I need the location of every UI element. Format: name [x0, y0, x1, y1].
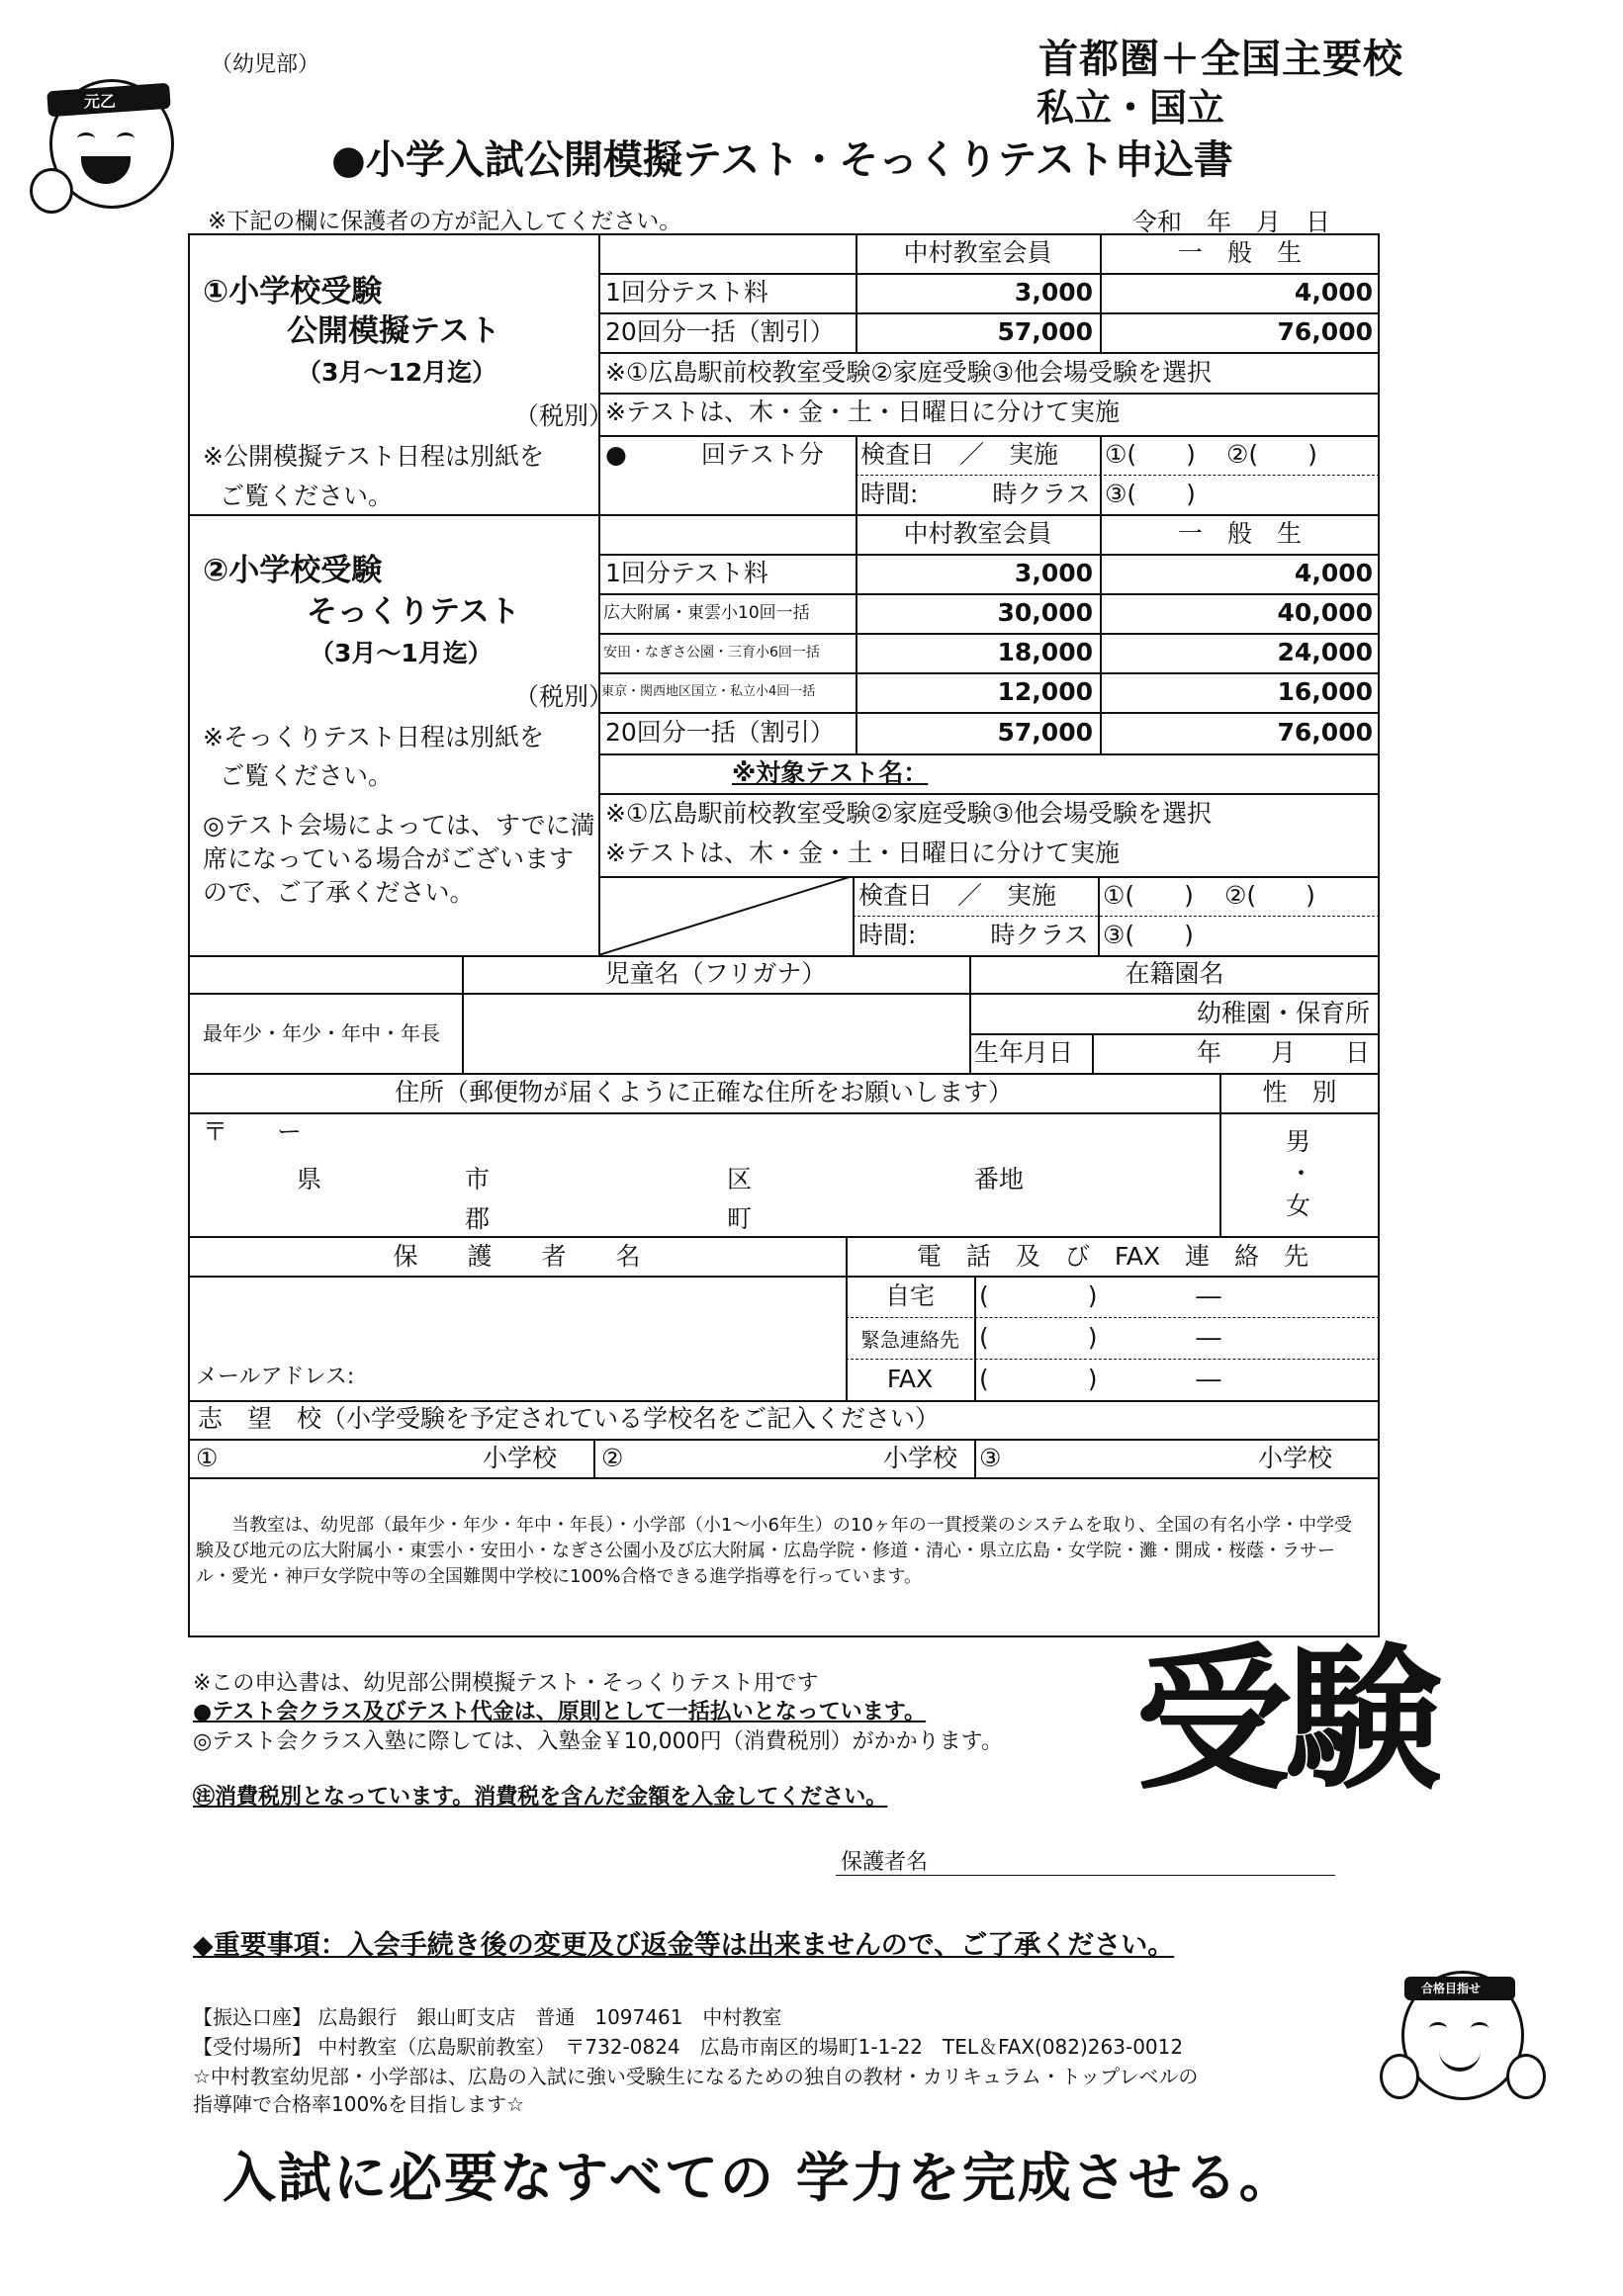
note-form-usage: ※この申込書は、幼児部公開模擬テスト・そっくりテスト用です: [193, 1671, 819, 1696]
s2-note1: ※そっくりテスト日程は別紙を: [203, 723, 544, 751]
s2-row1-label: 1回分テスト料: [605, 559, 768, 587]
guardian-sign-label: 保護者名: [841, 1850, 929, 1875]
fax-number-field[interactable]: ( ) ―: [979, 1365, 1221, 1393]
s1-row2-general: 76,000: [1277, 317, 1373, 346]
s2-row2-member: 30,000: [997, 598, 1093, 627]
s2-opt2[interactable]: ②( ): [1224, 881, 1315, 910]
s1-title1: ①小学校受験: [203, 274, 383, 309]
school-description: 当教室は、幼児部（最年少・年少・年中・年長）・小学部（小1～小6年生）の10ヶ年の一貫授業のシステムを取り、全国の有名小学・中学受験及び地元の広大附属小・東雲小・安田小・なぎさ公園小及び広大附属・広島学院・修道・清心・県立広島・女学院・灘・開成・桜蔭・ラサール・愛光・神戸女学院中等の全国難関中学校に100%合格できる進学指導を行っています。: [196, 1515, 1353, 1587]
s2-target-label[interactable]: ※対象テスト名：: [732, 758, 929, 787]
emergency-phone-field[interactable]: ( ) ―: [979, 1323, 1221, 1352]
s1-row2-member: 57,000: [997, 317, 1093, 346]
email-label[interactable]: メールアドレス:: [196, 1365, 355, 1389]
s2-time[interactable]: 時間: 時クラス: [858, 921, 1089, 949]
home-label: 自宅: [884, 1281, 935, 1310]
child-name-field[interactable]: [462, 993, 969, 1073]
postal-mark: 〒 ー: [203, 1117, 303, 1146]
contact-label: 電 話 及 び FAX 連 絡 先: [916, 1242, 1309, 1271]
birth-field[interactable]: 年 月 日: [1196, 1038, 1370, 1067]
kindergarten-field[interactable]: 幼稚園・保育所: [1196, 999, 1370, 1027]
s1-title2: 公開模擬テスト: [287, 313, 500, 349]
s1-count-label[interactable]: ● 回テスト分: [605, 440, 824, 469]
parent-note: ※下記の欄に保護者の方が記入してください。: [208, 209, 682, 234]
ku-label: 区: [727, 1165, 753, 1193]
s1-col-general: 一 般 生: [1177, 238, 1302, 267]
guardian-name-field[interactable]: [188, 1276, 846, 1360]
gender-male[interactable]: 男: [1286, 1127, 1311, 1156]
wish-1-mark: ①: [196, 1444, 219, 1472]
child-name-label: 児童名（フリガナ）: [604, 959, 827, 988]
promo-line2: 指導陣で合格率100%を目指します☆: [193, 2092, 525, 2116]
s2-row2-label: 広大附属・東雲小10回一括: [603, 603, 810, 623]
wish-2-mark: ②: [601, 1444, 624, 1472]
s2-note2: ご覧ください。: [220, 761, 394, 790]
note-entrance-fee: ◎テスト会クラス入塾に際しては、入塾金￥10,000円（消費税別）がかかります。: [193, 1729, 1003, 1754]
exam-stamp-text: 受験: [1135, 1630, 1436, 1811]
s2-row3-label: 安田・なぎさ公園・三育小6回一括: [603, 645, 820, 661]
s1-note2: ご覧ください。: [220, 482, 394, 510]
s2-row5-member: 57,000: [997, 718, 1093, 747]
cho-label: 町: [727, 1204, 753, 1233]
s2-note5: ので、ご了承ください。: [203, 878, 475, 907]
s2-col-general: 一 般 生: [1177, 519, 1302, 548]
s2-col-member: 中村教室会員: [903, 519, 1052, 548]
s1-info1: ※①広島駅前校教室受験②家庭受験③他会場受験を選択: [605, 358, 1213, 387]
s2-row5-label: 20回分一括（割引）: [605, 718, 835, 747]
fax-label: FAX: [886, 1365, 934, 1393]
s2-row4-general: 16,000: [1277, 677, 1373, 706]
s2-opt3[interactable]: ③( ): [1103, 921, 1194, 949]
s1-row1-label: 1回分テスト料: [605, 278, 768, 307]
s2-row1-general: 4,000: [1294, 559, 1373, 587]
bank-info: 【振込口座】 広島銀行 銀山町支店 普通 1097461 中村教室: [193, 2005, 782, 2029]
address-field[interactable]: [188, 1112, 1219, 1236]
s2-note4: 席になっている場合がございます: [203, 844, 575, 873]
s2-title1: ②小学校受験: [203, 553, 383, 588]
gender-dot: ・: [1289, 1159, 1314, 1188]
mascot-band-text: 元乙: [84, 92, 117, 111]
s1-opt3[interactable]: ③( ): [1105, 480, 1196, 508]
s1-row2-label: 20回分一括（割引）: [605, 317, 835, 346]
gender-female[interactable]: 女: [1286, 1192, 1311, 1220]
s1-opt2[interactable]: ②( ): [1226, 440, 1317, 469]
guardian-label: 保 護 者 名: [393, 1242, 641, 1271]
s2-info2: ※テストは、木・金・土・日曜日に分けて実施: [605, 839, 1120, 867]
date-label: 令和 年 月 日: [1132, 208, 1331, 236]
s2-exam-day[interactable]: 検査日 ／ 実施: [858, 881, 1057, 910]
mascot-boy-icon: [30, 69, 178, 218]
s2-row3-member: 18,000: [997, 638, 1093, 666]
s2-row4-label: 東京・関西地区国立・私立小4回一括: [601, 684, 816, 699]
mascot2-band-text: 合格目指せ: [1421, 1982, 1482, 1995]
brand-line2: 私立・国立: [1037, 86, 1225, 130]
wish-3-suffix: 小学校: [1258, 1444, 1333, 1472]
gender-label: 性 別: [1262, 1078, 1337, 1106]
wish-2-field[interactable]: [633, 1439, 880, 1477]
s1-time[interactable]: 時間: 時クラス: [860, 480, 1091, 508]
s1-opt1[interactable]: ①( ): [1105, 440, 1196, 469]
note-payment: ●テスト会クラス及びテスト代金は、原則として一括払いとなっています。: [193, 1700, 927, 1724]
s1-period: （3月～12月迄）: [297, 358, 497, 387]
wish-2-suffix: 小学校: [883, 1444, 958, 1472]
wish-label: 志 望 校（小学受験を予定されている学校名をご記入ください）: [198, 1404, 941, 1433]
wish-1-field[interactable]: [223, 1439, 480, 1477]
s2-row1-member: 3,000: [1014, 559, 1093, 587]
dept-label: （幼児部）: [211, 52, 320, 77]
slogan: 入試に必要なすべての 学力を完成させる。: [223, 2146, 1295, 2209]
wish-1-suffix: 小学校: [483, 1444, 558, 1472]
s2-diagonal-slash: [598, 876, 853, 955]
s2-row5-general: 76,000: [1277, 718, 1373, 747]
guardian-sign-line[interactable]: [836, 1875, 1335, 1876]
page-title: ●小学入試公開模擬テスト・そっくりテスト申込書: [331, 137, 1233, 183]
s1-tax: （税別）: [514, 401, 614, 430]
s2-period: （3月～1月迄）: [310, 639, 493, 667]
emergency-label: 緊急連絡先: [860, 1328, 959, 1352]
s2-row4-member: 12,000: [997, 677, 1093, 706]
home-phone-field[interactable]: ( ) ―: [979, 1281, 1221, 1310]
note-tax: ㊟消費税別となっています。消費税を含んだ金額を入金してください。: [193, 1785, 888, 1810]
wish-3-field[interactable]: [1009, 1439, 1256, 1477]
mascot-girl-icon: [1380, 1963, 1543, 2111]
s2-title2: そっくりテスト: [307, 594, 520, 630]
s2-row2-general: 40,000: [1277, 598, 1373, 627]
s1-note1: ※公開模擬テスト日程は別紙を: [203, 442, 544, 471]
s1-row1-member: 3,000: [1014, 278, 1093, 307]
s2-opt1[interactable]: ①( ): [1103, 881, 1194, 910]
s1-col-member: 中村教室会員: [903, 238, 1052, 267]
promo-line1: ☆中村教室幼児部・小学部は、広島の入試に強い受験生になるための独自の教材・カリキュラム・トップレベルの: [193, 2065, 1199, 2088]
birth-label: 生年月日: [974, 1038, 1074, 1067]
important-note: ◆重要事項：入会手続き後の変更及び返金等は出来ませんので、ご了承ください。: [193, 1930, 1175, 1961]
s2-row3-general: 24,000: [1277, 638, 1373, 666]
school-label: 在籍園名: [1125, 959, 1224, 988]
shi-label: 市: [465, 1165, 491, 1193]
ken-label: 県: [297, 1165, 322, 1193]
address-label: 住所（郵便物が届くように正確な住所をお願いします）: [394, 1078, 1013, 1106]
reception-info: 【受付場所】 中村教室（広島駅前教室） 〒732-0824 広島市南区的場町1-1-22 TEL＆FAX(082)263-0012: [193, 2035, 1184, 2059]
brand-line1: 首都圏＋全国主要校: [1038, 37, 1403, 82]
gun-label: 郡: [465, 1204, 491, 1233]
grade-options[interactable]: 最年少・年少・年中・年長: [203, 1021, 440, 1045]
s1-exam-day[interactable]: 検査日 ／ 実施: [860, 440, 1059, 469]
banchi-label: 番地: [974, 1165, 1025, 1193]
s2-note3: ◎テスト会場によっては、すでに満: [203, 811, 595, 839]
s2-info1: ※①広島駅前校教室受験②家庭受験③他会場受験を選択: [605, 799, 1213, 828]
s2-tax: （税別）: [514, 682, 614, 711]
wish-3-mark: ③: [979, 1444, 1002, 1472]
s1-info2: ※テストは、木・金・土・日曜日に分けて実施: [605, 397, 1120, 426]
s1-row1-general: 4,000: [1294, 278, 1373, 307]
